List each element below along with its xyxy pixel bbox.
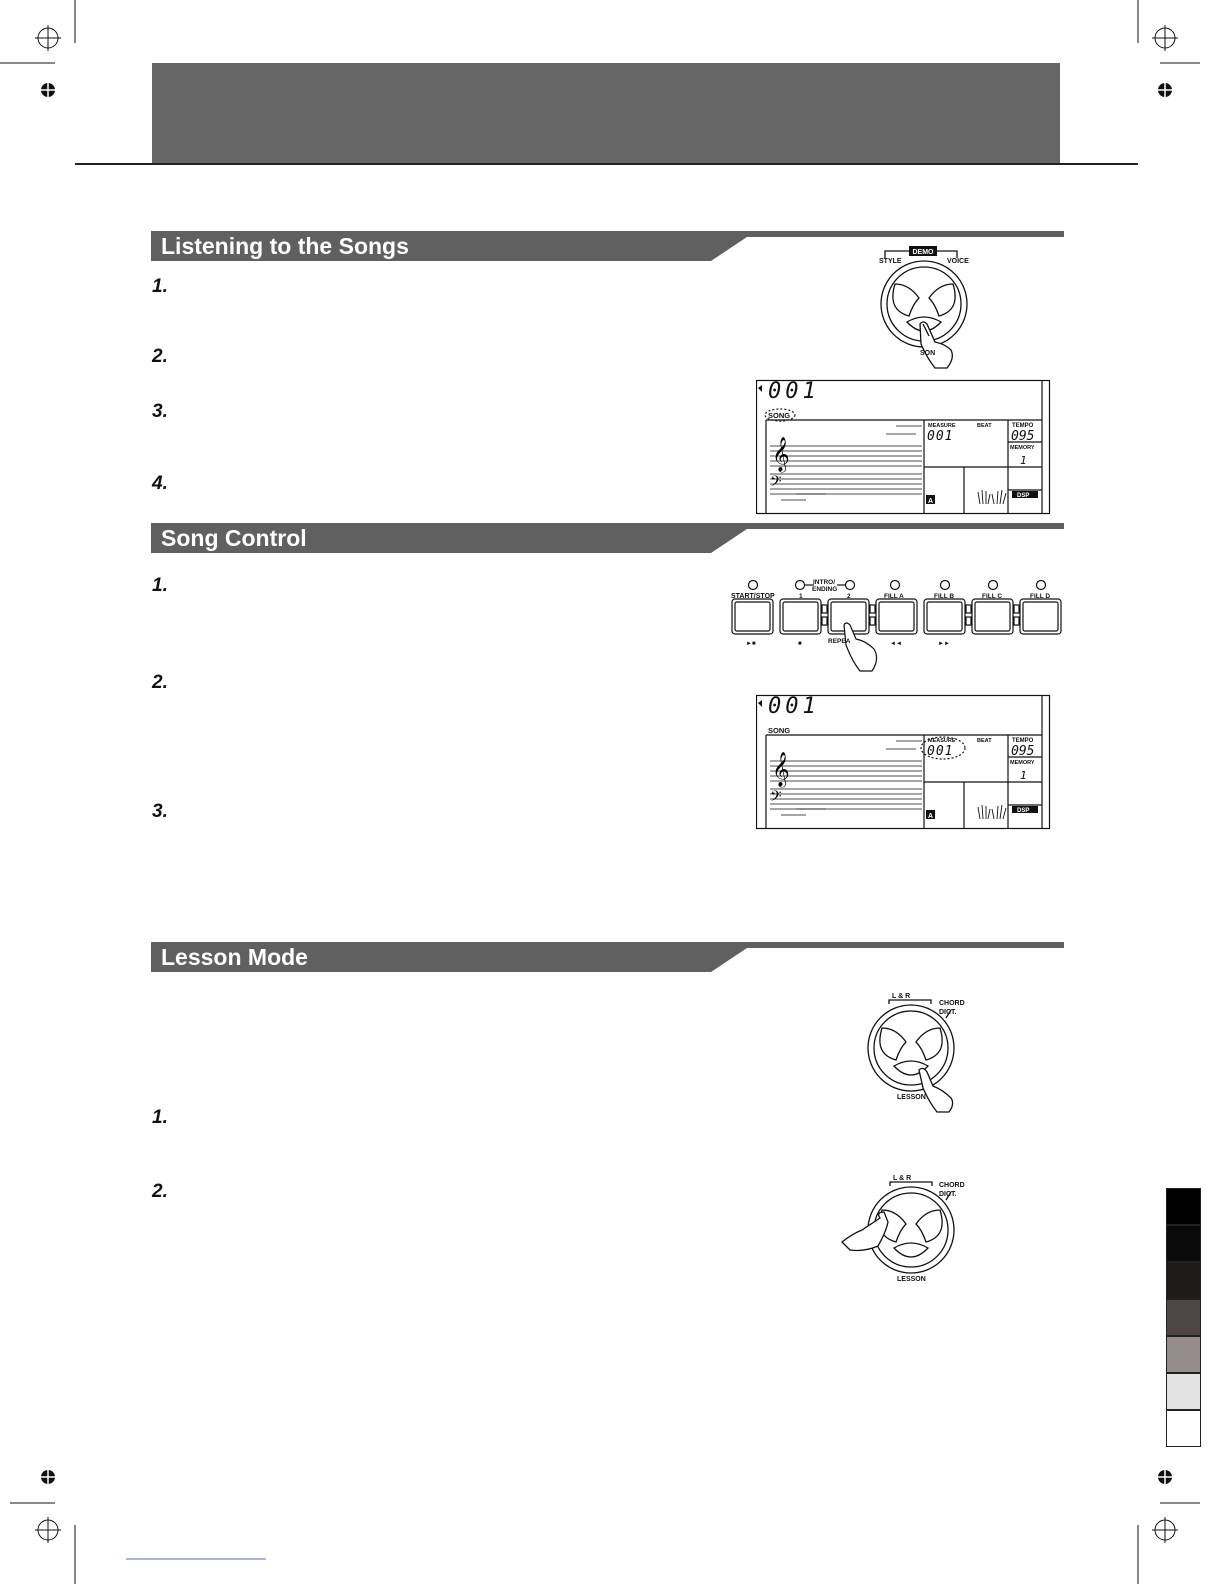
lcd-tempo-label: TEMPO bbox=[1012, 738, 1034, 744]
step-number: 2. bbox=[152, 346, 168, 367]
lr-label: L & R bbox=[892, 993, 911, 1000]
lcd-measure-label: MEASURE bbox=[928, 738, 956, 744]
step-number: 4. bbox=[152, 473, 168, 494]
section-title-lesson: Lesson Mode bbox=[161, 944, 308, 970]
lesson-dial-illustration-1 bbox=[855, 990, 975, 1114]
lesson-dial-illustration-2 bbox=[838, 1172, 978, 1288]
lcd-memory-value: 1 bbox=[1020, 454, 1027, 467]
two-label: 2 bbox=[847, 593, 851, 600]
intro-label: INTRO/ bbox=[813, 579, 836, 586]
lcd-memory-label: MEMORY bbox=[1010, 760, 1035, 766]
chord-label: CHORD bbox=[939, 1000, 965, 1007]
ending-label: ENDING bbox=[812, 586, 838, 593]
fill-d-label: FILL D bbox=[1030, 593, 1051, 600]
style-label: STYLE bbox=[879, 258, 902, 265]
button-row-illustration bbox=[728, 575, 1066, 673]
lcd-beat-label: BEAT bbox=[977, 423, 992, 429]
lcd-measure-label: MEASURE bbox=[928, 423, 956, 429]
color-swatch bbox=[1166, 1373, 1201, 1410]
repeat-label: REPEA bbox=[828, 638, 851, 645]
lcd-measure-value: 001 bbox=[927, 429, 954, 444]
demo-dial-illustration bbox=[865, 240, 985, 370]
lcd-dsp-label: DSP bbox=[1017, 808, 1030, 814]
lcd-tempo-value: 095 bbox=[1011, 744, 1035, 759]
color-swatch bbox=[1166, 1336, 1201, 1373]
lr-label: L & R bbox=[893, 1175, 912, 1182]
treble-clef-icon: 𝄞 bbox=[772, 437, 790, 472]
step-number: 3. bbox=[152, 801, 168, 822]
stop-symbol: ■ bbox=[798, 641, 802, 647]
lcd-a-mark: A bbox=[928, 498, 934, 505]
lcd-memory-value: 1 bbox=[1020, 769, 1027, 782]
hands-icon bbox=[978, 490, 1006, 504]
section-bar-control bbox=[151, 523, 1064, 553]
lesson-label: LESSON bbox=[897, 1276, 926, 1283]
color-swatch bbox=[1166, 1225, 1201, 1262]
lcd-song-label: SONG bbox=[768, 411, 791, 420]
lcd-number: 001 bbox=[768, 694, 820, 719]
color-swatch bbox=[1166, 1299, 1201, 1336]
fill-a-label: FILL A bbox=[884, 593, 904, 600]
color-swatch bbox=[1166, 1188, 1201, 1225]
start-stop-label: START/STOP bbox=[731, 593, 775, 600]
lcd-tempo-label: TEMPO bbox=[1012, 423, 1034, 429]
lcd-song-label: SONG bbox=[768, 726, 791, 735]
treble-clef-icon: 𝄞 bbox=[772, 752, 790, 787]
dict-label: DICT. bbox=[939, 1009, 957, 1016]
fill-c-label: FILL C bbox=[982, 593, 1003, 600]
color-swatch bbox=[1166, 1410, 1201, 1447]
lcd-memory-label: MEMORY bbox=[1010, 445, 1035, 451]
lcd-a-mark: A bbox=[928, 813, 934, 820]
one-label: 1 bbox=[799, 593, 803, 600]
bass-clef-icon: 𝄢 bbox=[770, 473, 782, 494]
bass-clef-icon: 𝄢 bbox=[770, 788, 782, 809]
lcd-tempo-value: 095 bbox=[1011, 429, 1035, 444]
step-number: 2. bbox=[152, 672, 168, 693]
fast-forward-symbol: ►► bbox=[938, 641, 950, 647]
step-number: 3. bbox=[152, 401, 168, 422]
play-stop-symbol: ►■ bbox=[746, 641, 756, 647]
step-number: 1. bbox=[152, 276, 168, 297]
song-label: SON bbox=[920, 350, 936, 357]
voice-label: VOICE bbox=[947, 258, 969, 265]
section-title-control: Song Control bbox=[161, 525, 307, 551]
fill-b-label: FILL B bbox=[934, 593, 955, 600]
step-number: 2. bbox=[152, 1181, 168, 1202]
dict-label: DICT. bbox=[939, 1191, 957, 1198]
lcd-number: 001 bbox=[768, 379, 820, 404]
color-swatch bbox=[1166, 1262, 1201, 1299]
step-number: 1. bbox=[152, 1107, 168, 1128]
lcd-display-2 bbox=[756, 693, 1052, 831]
lcd-beat-label: BEAT bbox=[977, 738, 992, 744]
chord-label: CHORD bbox=[939, 1182, 965, 1189]
rewind-symbol: ◄◄ bbox=[890, 641, 902, 647]
section-bar-lesson bbox=[151, 942, 1064, 972]
demo-label: DEMO bbox=[912, 249, 934, 256]
step-number: 1. bbox=[152, 575, 168, 596]
lcd-display-1 bbox=[756, 378, 1052, 516]
header-band bbox=[152, 63, 1060, 164]
section-title-listening: Listening to the Songs bbox=[161, 233, 409, 259]
lcd-measure-value: 001 bbox=[927, 744, 954, 759]
header-rule bbox=[75, 163, 1138, 165]
lcd-dsp-label: DSP bbox=[1017, 493, 1030, 499]
hands-icon bbox=[978, 805, 1006, 819]
lesson-label: LESSON bbox=[897, 1094, 926, 1101]
